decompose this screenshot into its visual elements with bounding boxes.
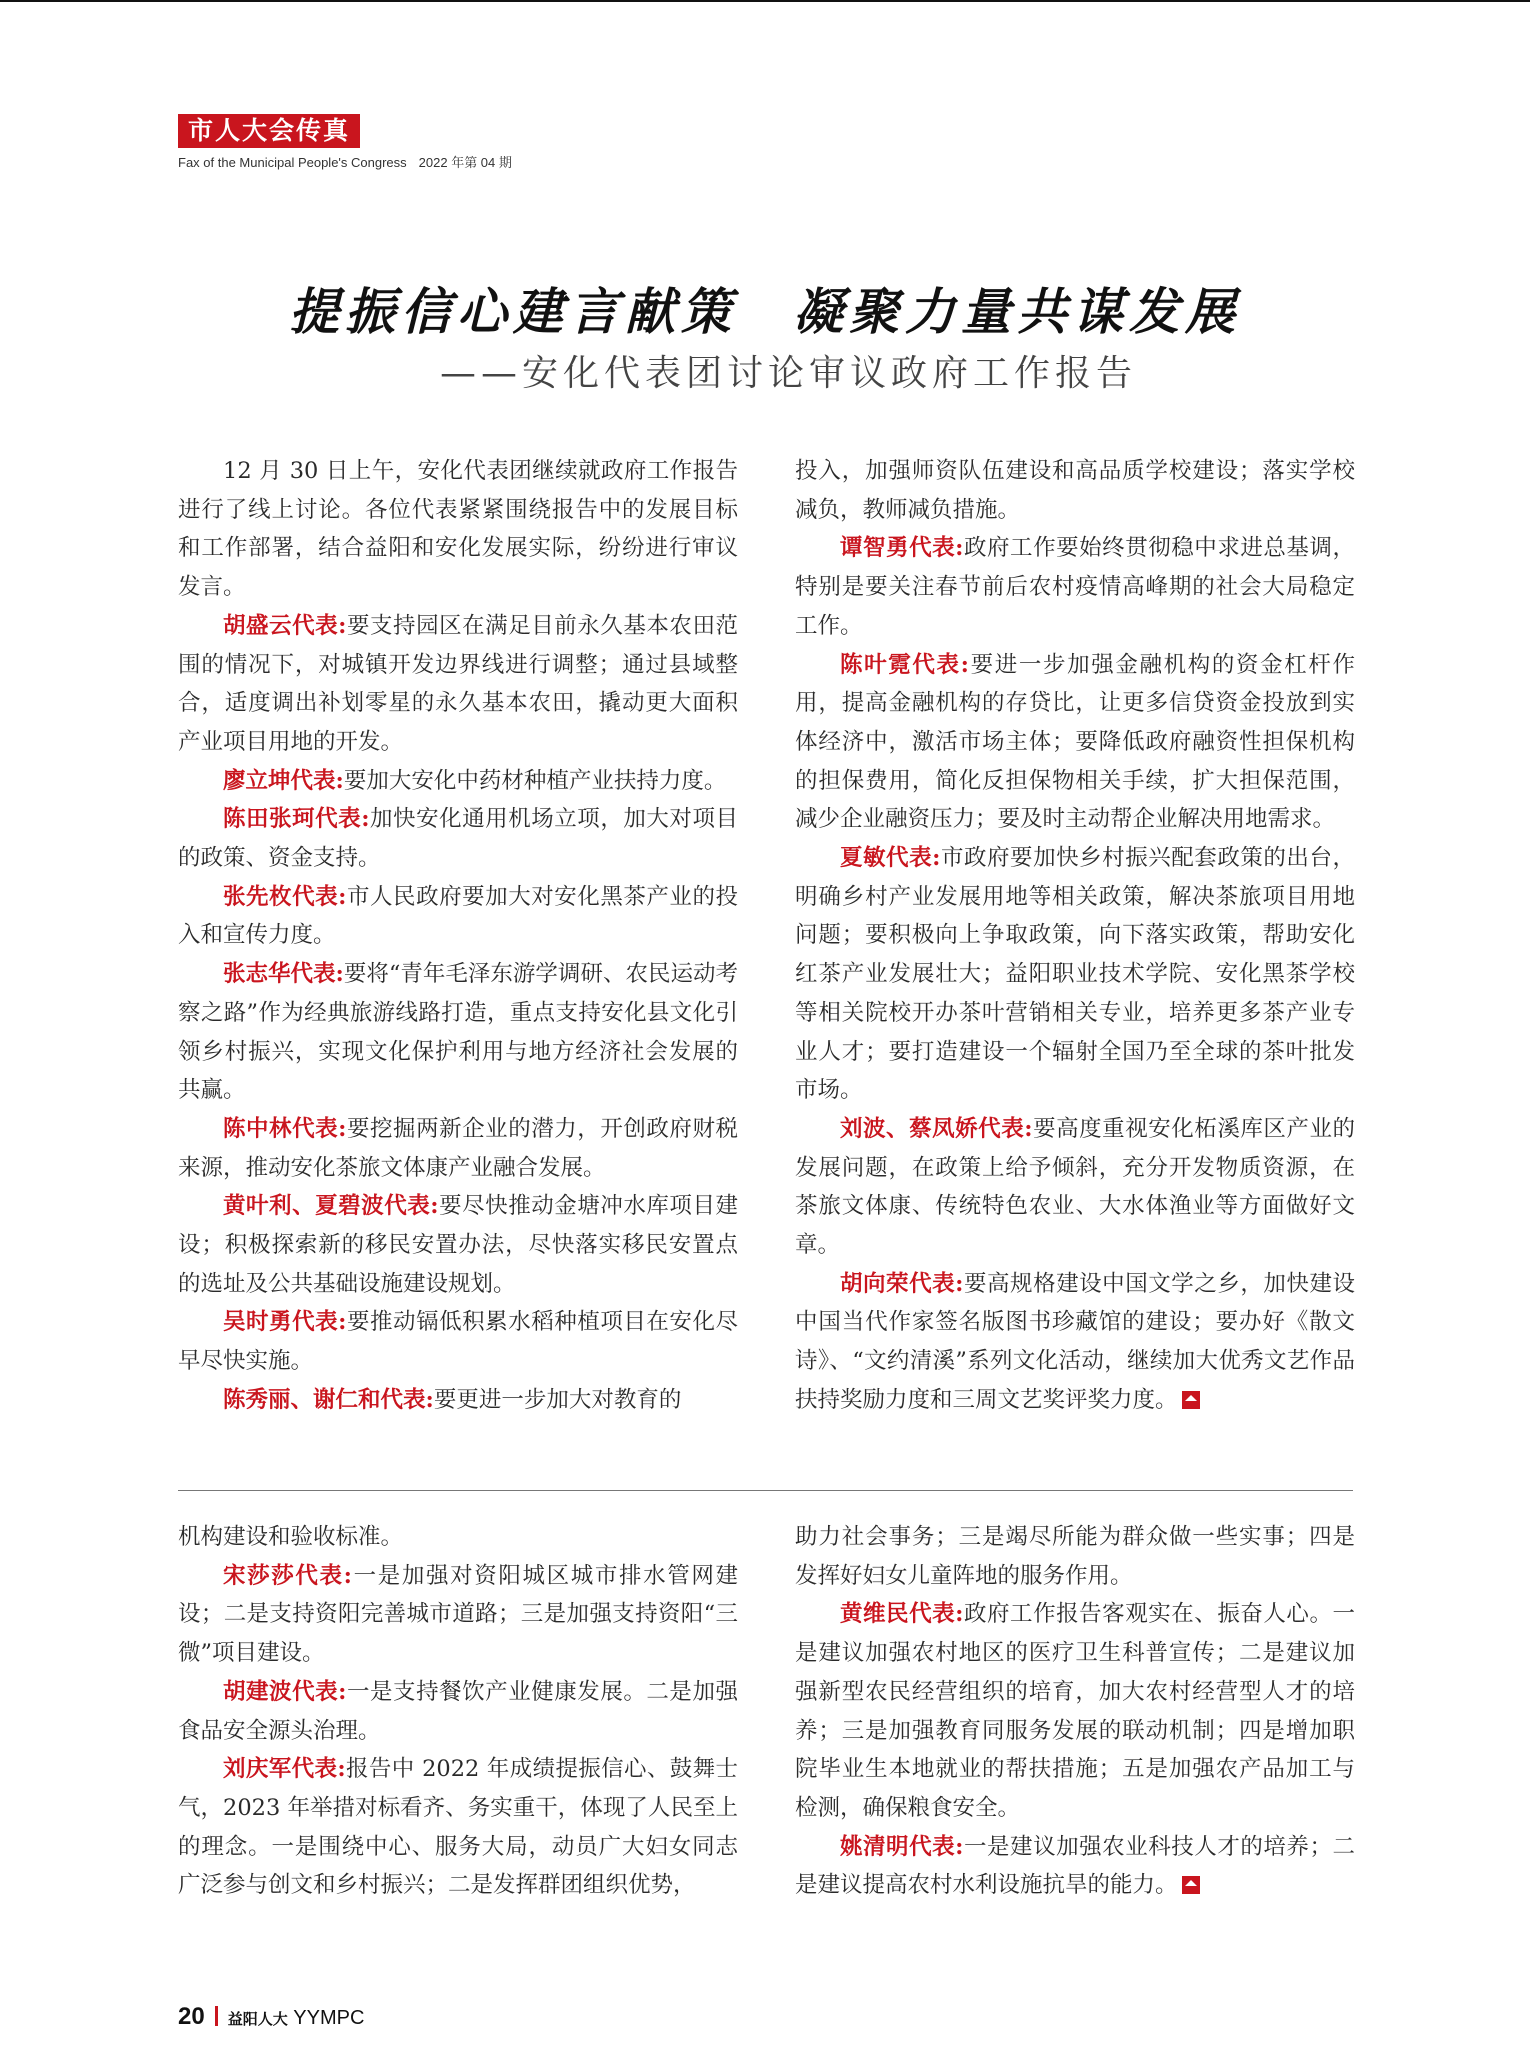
paragraph-text: 市政府要加快乡村振兴配套政策的出台，明确乡村产业发展用地等相关政策，解决茶旅项目用地问题；要积极向上争取政策，向下落实政策，帮助安化红茶产业发展壮大；益阳职业技术学院、安化黑茶学校等相关院校开办茶叶营销相关专业，培养更多茶产业专业人才；要打造建设一个辐射全国乃至全球的茶叶批发市场。 [795, 845, 1355, 1104]
paragraph: 夏敏代表:市政府要加快乡村振兴配套政策的出台，明确乡村产业发展用地等相关政策，解决茶旅项目用地问题；要积极向上争取政策，向下落实政策，帮助安化红茶产业发展壮大；益阳职业技术学院、安化黑茶学校等相关院校开办茶叶营销相关专业，培养更多茶产业专业人才；要打造建设一个辐射全国乃至全球的茶叶批发市场。 [795, 845, 1355, 1104]
speaker-name: 廖立坤代表 [223, 767, 336, 794]
issue-number: 2022 年第 04 期 [418, 155, 512, 170]
continued-paragraph: 机构建设和验收标准。 [178, 1524, 404, 1550]
article2-right-column [795, 1518, 1355, 1905]
speaker-name: 胡盛云代表 [223, 612, 339, 639]
paragraph: 张先枚代表:市人民政府要加大对安化黑茶产业的投入和宣传力度。 [178, 883, 738, 949]
paragraph: 姚清明代表:一是建议加强农业科技人才的培养；二是建议提高农村水利设施抗旱的能力。 [795, 1833, 1355, 1899]
paragraph-text: 要推动镉低积累水稻种植项目在安化尽早尽快实施。 [178, 1309, 738, 1375]
speaker-name: 陈田张珂代表 [223, 806, 362, 833]
continued-paragraph: 助力社会事务；三是竭尽所能为群众做一些实事；四是发挥好妇女儿童阵地的服务作用。 [795, 1524, 1355, 1589]
paragraph: 胡建波代表:一是支持餐饮产业健康发展。二是加强食品安全源头治理。 [178, 1678, 738, 1744]
paragraph-text: 要更进一步加大对教育的 [433, 1386, 682, 1413]
speaker-name: 胡向荣代表 [840, 1270, 956, 1297]
speaker-name: 张先枚代表 [223, 883, 339, 910]
speaker-name: 吴时勇代表 [223, 1309, 339, 1336]
speaker-name: 陈秀丽、谢仁和代表 [223, 1386, 426, 1413]
paragraph: 张志华代表:要将“青年毛泽东游学调研、农民运动考察之路”作为经典旅游线路打造，重点支持安化县文化引领乡村振兴，实现文化保护利用与地方经济社会发展的共赢。 [178, 961, 738, 1104]
footer-bar [215, 2006, 218, 2026]
end-mark-icon [1182, 1391, 1200, 1409]
paragraph-text: 一是建议加强农业科技人才的培养；二是建议提高农村水利设施抗旱的能力。 [795, 1833, 1355, 1899]
paragraph: 陈秀丽、谢仁和代表:要更进一步加大对教育的 [223, 1386, 682, 1413]
article1-right-column [795, 452, 1355, 1420]
speaker-name: 夏敏代表 [840, 845, 933, 872]
paragraph: 刘庆军代表:报告中 2022 年成绩提振信心、鼓舞士气，2023 年举措对标看齐、务实重干，体现了人民至上的理念。一是围绕中心、服务大局，动员广大妇女同志广泛参与创文和乡村振兴；二是发挥群团组织优势， [178, 1756, 738, 1899]
issue-line [178, 152, 512, 171]
section-divider [178, 1490, 1353, 1491]
speaker-name: 姚清明代表 [840, 1833, 956, 1860]
speaker-name: 陈叶霓代表 [840, 651, 961, 678]
paragraph-text: 要进一步加强金融机构的资金杠杆作用，提高金融机构的存贷比，让更多信贷资金投放到实体经济中，激活市场主体；要降低政府融资性担保机构的担保费用，简化反担保物相关手续，扩大担保范围，减少企业融资压力；要及时主动帮企业解决用地需求。 [795, 651, 1355, 833]
paragraph-text: 政府工作报告客观实在、振奋人心。一是建议加强农村地区的医疗卫生科普宣传；二是建议加强新型农民经营组织的培育，加大农村经营型人才的培养；三是加强教育同服务发展的联动机制；四是增加职院毕业生本地就业的帮扶措施；五是加强农产品加工与检测，确保粮食安全。 [795, 1601, 1355, 1821]
speaker-name: 刘波、蔡凤娇代表 [840, 1115, 1025, 1142]
page-number: 20 [178, 2003, 205, 2030]
magazine-abbr: YYMPC [293, 2007, 365, 2029]
end-mark-icon [1182, 1876, 1200, 1894]
paragraph-text: 要挖掘两新企业的潜力，开创政府财税来源，推动安化茶旅文体康产业融合发展。 [178, 1115, 738, 1181]
speaker-name: 张志华代表 [223, 961, 336, 988]
paragraph-text: 政府工作要始终贯彻稳中求进总基调，特别是要关注春节前后农村疫情高峰期的社会大局稳定工作。 [795, 535, 1355, 639]
paragraph: 廖立坤代表:要加大安化中药材种植产业扶持力度。 [223, 767, 727, 794]
speaker-name: 黄叶利、夏碧波代表 [223, 1193, 431, 1220]
page-footer [178, 2003, 364, 2031]
paragraph: 胡盛云代表:要支持园区在满足目前永久基本农田范围的情况下，对城镇开发边界线进行调整；通过县域整合，适度调出补划零星的永久基本农田，撬动更大面积产业项目用地的开发。 [178, 612, 738, 755]
paragraph-text: 要高度重视安化柘溪库区产业的发展问题，在政策上给予倾斜，充分开发物质资源，在茶旅文体康、传统特色农业、大水体渔业等方面做好文章。 [795, 1115, 1355, 1259]
paragraph-text: 市人民政府要加大对安化黑茶产业的投入和宣传力度。 [178, 883, 738, 949]
section-badge: 市人大会传真 [178, 114, 360, 148]
paragraph: 胡向荣代表:要高规格建设中国文学之乡，加快建设中国当代作家签名版图书珍藏馆的建设；要办好《散文诗》、“文约清溪”系列文化活动，继续加大优秀文艺作品扶持奖励力度和三周文艺奖评奖力度。 [795, 1270, 1355, 1413]
speaker-name: 黄维民代表 [840, 1601, 956, 1628]
paragraph-text: 报告中 2022 年成绩提振信心、鼓舞士气，2023 年举措对标看齐、务实重干，体现了人民至上的理念。一是围绕中心、服务大局，动员广大妇女同志广泛参与创文和乡村振兴；二是发挥群团组织优势， [178, 1756, 738, 1899]
top-rule [0, 0, 1530, 2]
article2-left-column [178, 1518, 738, 1905]
paragraph: 陈田张珂代表:加快安化通用机场立项，加大对项目的政策、资金支持。 [178, 806, 738, 872]
article1-left-column [178, 452, 738, 1420]
speaker-name: 刘庆军代表 [223, 1756, 338, 1783]
paragraph-text: 要加大安化中药材种植产业扶持力度。 [343, 767, 727, 794]
magazine-name: 益阳人大 [227, 2010, 288, 2028]
article-title: 提振信心建言献策 凝聚力量共谋发展 [289, 282, 1241, 341]
paragraph: 陈中林代表:要挖掘两新企业的潜力，开创政府财税来源，推动安化茶旅文体康产业融合发展。 [178, 1115, 738, 1181]
paragraph-text: 要将“青年毛泽东游学调研、农民运动考察之路”作为经典旅游线路打造，重点支持安化县文化引领乡村振兴，实现文化保护利用与地方经济社会发展的共赢。 [178, 961, 738, 1104]
paragraph: 黄叶利、夏碧波代表:要尽快推动金塘冲水库项目建设；积极探索新的移民安置办法，尽快落实移民安置点的选址及公共基础设施建设规划。 [178, 1193, 738, 1297]
paragraph-text: 要高规格建设中国文学之乡，加快建设中国当代作家签名版图书珍藏馆的建设；要办好《散文诗》、“文约清溪”系列文化活动，继续加大优秀文艺作品扶持奖励力度和三周文艺奖评奖力度。 [795, 1270, 1355, 1413]
paragraph: 黄维民代表:政府工作报告客观实在、振奋人心。一是建议加强农村地区的医疗卫生科普宣传；二是建议加强新型农民经营组织的培育，加大农村经营型人才的培养；三是加强教育同服务发展的联动机制；四是增加职院毕业生本地就业的帮扶措施；五是加强农产品加工与检测，确保粮食安全。 [795, 1601, 1355, 1821]
paragraph-text: 要支持园区在满足目前永久基本农田范围的情况下，对城镇开发边界线进行调整；通过县域整合，适度调出补划零星的永久基本农田，撬动更大面积产业项目用地的开发。 [178, 612, 738, 755]
paragraph: 吴时勇代表:要推动镉低积累水稻种植项目在安化尽早尽快实施。 [178, 1309, 738, 1375]
speaker-name: 胡建波代表 [223, 1678, 339, 1705]
paragraph-text: 一是加强对资阳城区城市排水管网建设；二是支持资阳完善城市道路；三是加强支持资阳“三微”项目建设。 [178, 1562, 738, 1667]
paragraph: 陈叶霓代表:要进一步加强金融机构的资金杠杆作用，提高金融机构的存贷比，让更多信贷资金投放到实体经济中，激活市场主体；要降低政府融资性担保机构的担保费用，简化反担保物相关手续，扩大担保范围，减少企业融资压力；要及时主动帮企业解决用地需求。 [795, 651, 1355, 833]
paragraph-text: 一是支持餐饮产业健康发展。二是加强食品安全源头治理。 [178, 1678, 738, 1744]
article-subtitle: ——安化代表团讨论审议政府工作报告 [440, 353, 1138, 394]
paragraph: 宋莎莎代表:一是加强对资阳城区城市排水管网建设；二是支持资阳完善城市道路；三是加强支持资阳“三微”项目建设。 [178, 1562, 738, 1667]
speaker-name: 谭智勇代表 [840, 535, 956, 562]
paragraph-text: 加快安化通用机场立项，加大对项目的政策、资金支持。 [178, 806, 738, 872]
section-english: Fax of the Municipal People's Congress [178, 155, 407, 170]
paragraph: 谭智勇代表:政府工作要始终贯彻稳中求进总基调，特别是要关注春节前后农村疫情高峰期的社会大局稳定工作。 [795, 535, 1355, 639]
speaker-name: 宋莎莎代表 [223, 1562, 344, 1589]
paragraph: 刘波、蔡凤娇代表:要高度重视安化柘溪库区产业的发展问题，在政策上给予倾斜，充分开发物质资源，在茶旅文体康、传统特色农业、大水体渔业等方面做好文章。 [795, 1115, 1355, 1259]
intro-paragraph: 12 月 30 日上午，安化代表团继续就政府工作报告进行了线上讨论。各位代表紧紧围绕报告中的发展目标和工作部署，结合益阳和安化发展实际，纷纷进行审议发言。 [178, 458, 738, 601]
continued-paragraph: 投入，加强师资队伍建设和高品质学校建设；落实学校减负，教师减负措施。 [795, 458, 1355, 523]
speaker-name: 陈中林代表 [223, 1115, 339, 1142]
paragraph-text: 要尽快推动金塘冲水库项目建设；积极探索新的移民安置办法，尽快落实移民安置点的选址及公共基础设施建设规划。 [178, 1193, 738, 1297]
